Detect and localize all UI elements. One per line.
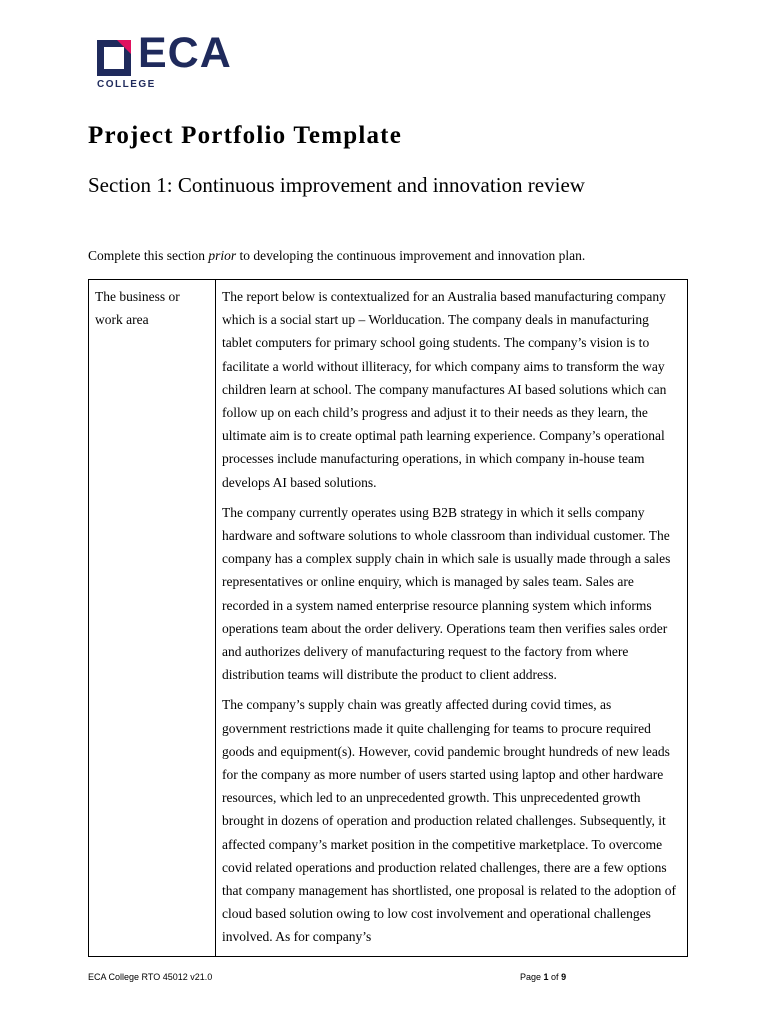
eca-college-logo (97, 29, 267, 90)
footer-rto-version: ECA College RTO 45012 v21.0 (88, 972, 213, 982)
page-prefix: Page (520, 972, 544, 982)
intro-text-before: Complete this section (88, 248, 209, 263)
section-title: Section 1: Continuous improvement and innovation review (88, 173, 585, 197)
table-row (89, 280, 688, 957)
row-label: The business or work area (89, 280, 216, 957)
business-paragraph-2: The company currently operates using B2B strategy in which it sells company hardware and software solutions to whole classroom than individual customer. The company has a complex supply chain in which sale is usually made through a sales representatives or online enquiry, which is managed by sales team. Sales are recorded in a system named enterprise resource planning system which informs operations team about the order delivery. Operations team then verifies sales order and authorizes delivery of manufacturing request to the factory from where distribution teams will distribute the product to client address. (222, 504, 671, 683)
page-total: 9 (561, 972, 567, 982)
business-description-cell (216, 280, 688, 957)
document-title: Project Portfolio Template (88, 122, 402, 149)
business-paragraph-1: The report below is contextualized for an Australia based manufacturing company which is a social start up – Worlducation. The company deals in manufacturing tablet computers for primary school going students. The company’s vision is to facilitate a world without illiteracy, for which company aims to transform the way children learn at school. The company manufactures AI based solutions which can follow up on each child’s progress and adjust it to their needs as they learn, the ultimate aim is to create optimal path learning experience. Company’s operational processes include manufacturing operations, in which company in-house team develops AI based solutions. (222, 289, 667, 490)
page-of: of (548, 972, 562, 982)
logo-wordmark: ECA (138, 29, 232, 77)
business-paragraph-3: The company’s supply chain was greatly affected during covid times, as government restrictions made it quite challenging for teams to procure required goods and equipment(s). However, covid pandemic brought hundreds of new leads for the company as more number of users started using laptop and other hardware resources, which led to an unprecedented growth. This unprecedented growth brought in dozens of operation and production related challenges. Subsequently, it affected company’s market position in the competitive marketplace. To overcome covid related operations and production related challenges, there are a few options that company management has shortlisted, one proposal is related to the adoption of cloud based solution owing to low cost involvement and operational challenges involved. As for company’s (222, 697, 677, 945)
business-area-table (88, 279, 688, 957)
logo-subtitle: COLLEGE (97, 79, 156, 90)
logo-mark-icon (97, 40, 131, 76)
section-instructions (88, 248, 585, 264)
intro-emphasis: prior (208, 248, 237, 263)
footer-page-number (520, 972, 566, 982)
intro-text-after: to developing the continuous improvement and innovation plan. (236, 248, 586, 263)
page-current: 1 (543, 972, 549, 982)
